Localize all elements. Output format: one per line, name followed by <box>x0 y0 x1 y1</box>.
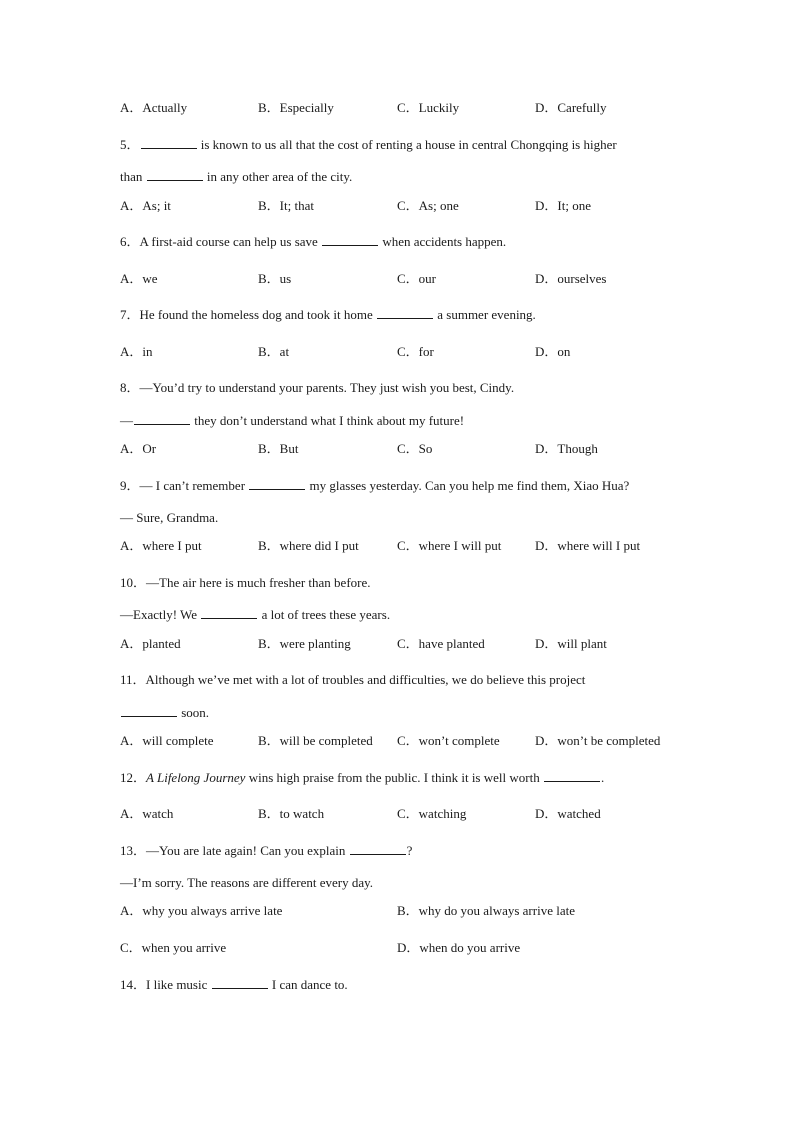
q12-option-a[interactable]: A．watch <box>120 806 174 821</box>
q11-blank <box>121 705 177 717</box>
q10-text: —Exactly! We <box>120 607 198 622</box>
q7-text: a summer evening. <box>437 307 536 322</box>
q6-blank <box>322 234 378 246</box>
q7-stem <box>120 307 536 323</box>
q8-option-d[interactable]: D．Though <box>535 441 598 456</box>
q9-text: 9．— I can’t remember <box>120 478 246 493</box>
q11-stem-line2 <box>120 705 209 721</box>
q13-option-c[interactable]: C．when you arrive <box>120 940 227 955</box>
q6-option-a[interactable]: A．we <box>120 271 158 286</box>
q11-option-a[interactable]: A．will complete <box>120 733 214 748</box>
q5-stem-line2 <box>120 169 352 185</box>
q7-option-b[interactable]: B．at <box>258 344 290 359</box>
q7-option-d[interactable]: D．on <box>535 344 571 359</box>
q5-text: in any other area of the city. <box>206 169 353 184</box>
q12-stem <box>120 770 604 786</box>
q4-option-d[interactable]: D．Carefully <box>535 100 607 115</box>
q14-stem <box>120 977 348 993</box>
q13-text: ? <box>406 843 413 858</box>
q14-blank <box>212 977 268 989</box>
q9-stem-line2: — Sure, Grandma. <box>120 510 219 525</box>
q10-blank <box>201 607 257 619</box>
q6-option-b[interactable]: B．us <box>258 271 292 286</box>
q9-option-b[interactable]: B．where did I put <box>258 538 359 553</box>
q11-text: soon. <box>181 705 210 720</box>
q13-option-a[interactable]: A．why you always arrive late <box>120 903 283 918</box>
q12-option-d[interactable]: D．watched <box>535 806 601 821</box>
q7-text: 7．He found the homeless dog and took it home <box>120 307 373 322</box>
q5-option-c[interactable]: C．As; one <box>397 198 459 213</box>
q8-blank <box>134 413 190 425</box>
q5-blank-2 <box>147 169 203 181</box>
q12-number: 12． <box>120 770 147 785</box>
q12-option-c[interactable]: C．watching <box>397 806 467 821</box>
q10-option-a[interactable]: A．planted <box>120 636 181 651</box>
q10-stem-line2 <box>120 607 390 623</box>
q11-option-d[interactable]: D．won’t be completed <box>535 733 661 748</box>
q4-option-a[interactable]: A．Actually <box>120 100 188 115</box>
q11-option-b[interactable]: B．will be completed <box>258 733 373 748</box>
q13-option-b[interactable]: B．why do you always arrive late <box>397 903 575 918</box>
q12-text: wins high praise from the public. I think it is well worth <box>248 770 540 785</box>
q7-blank <box>377 307 433 319</box>
q11-stem-line1: 11．Although we’ve met with a lot of troubles and difficulties, we do believe this project <box>120 672 586 687</box>
q14-text: I can dance to. <box>271 977 348 992</box>
q8-stem-line1: 8．—You’d try to understand your parents. They just wish you best, Cindy. <box>120 380 515 395</box>
q9-option-c[interactable]: C．where I will put <box>397 538 502 553</box>
q6-text: 6．A first-aid course can help us save <box>120 234 318 249</box>
q10-option-b[interactable]: B．were planting <box>258 636 351 651</box>
q8-text: they don’t understand what I think about my future! <box>194 413 465 428</box>
q5-option-b[interactable]: B．It; that <box>258 198 314 213</box>
q6-option-c[interactable]: C．our <box>397 271 437 286</box>
q13-stem-line1 <box>120 843 412 859</box>
q12-text: . <box>600 770 605 785</box>
q4-option-b[interactable]: B．Especially <box>258 100 334 115</box>
q13-option-d[interactable]: D．when do you arrive <box>397 940 521 955</box>
q13-stem-line2: —I’m sorry. The reasons are different every day. <box>120 875 374 890</box>
q8-option-b[interactable]: B．But <box>258 441 299 456</box>
q5-option-a[interactable]: A．As; it <box>120 198 171 213</box>
q8-option-c[interactable]: C．So <box>397 441 433 456</box>
q9-blank <box>249 478 305 490</box>
q7-option-c[interactable]: C．for <box>397 344 434 359</box>
q7-option-a[interactable]: A．in <box>120 344 153 359</box>
q14-text: 14．I like music <box>120 977 208 992</box>
q6-stem <box>120 234 506 250</box>
q5-blank-1 <box>141 137 197 149</box>
q9-text: my glasses yesterday. Can you help me find them, Xiao Hua? <box>309 478 630 493</box>
q13-text: 13．—You are late again! Can you explain <box>120 843 346 858</box>
q10-option-c[interactable]: C．have planted <box>397 636 485 651</box>
q13-blank <box>350 843 406 855</box>
q4-option-c[interactable]: C．Luckily <box>397 100 460 115</box>
q5-option-d[interactable]: D．It; one <box>535 198 591 213</box>
q10-stem-line1: 10．—The air here is much fresher than before. <box>120 575 371 590</box>
q9-stem-line1 <box>120 478 629 494</box>
q10-option-d[interactable]: D．will plant <box>535 636 607 651</box>
q6-option-d[interactable]: D．ourselves <box>535 271 607 286</box>
q5-number: 5． <box>120 137 140 152</box>
q5-text: is known to us all that the cost of renting a house in central Chongqing is higher <box>200 137 617 152</box>
q9-option-a[interactable]: A．where I put <box>120 538 202 553</box>
q12-book-title: A Lifelong Journey <box>146 770 246 785</box>
q5-text: than <box>120 169 143 184</box>
q8-stem-line2 <box>120 413 464 429</box>
q12-blank <box>544 770 600 782</box>
q11-option-c[interactable]: C．won’t complete <box>397 733 500 748</box>
q5-stem-line1 <box>120 137 617 153</box>
q6-text: when accidents happen. <box>382 234 507 249</box>
q12-option-b[interactable]: B．to watch <box>258 806 325 821</box>
q8-option-a[interactable]: A．Or <box>120 441 157 456</box>
q10-text: a lot of trees these years. <box>261 607 391 622</box>
q9-option-d[interactable]: D．where will I put <box>535 538 641 553</box>
q8-text: — <box>120 413 133 428</box>
